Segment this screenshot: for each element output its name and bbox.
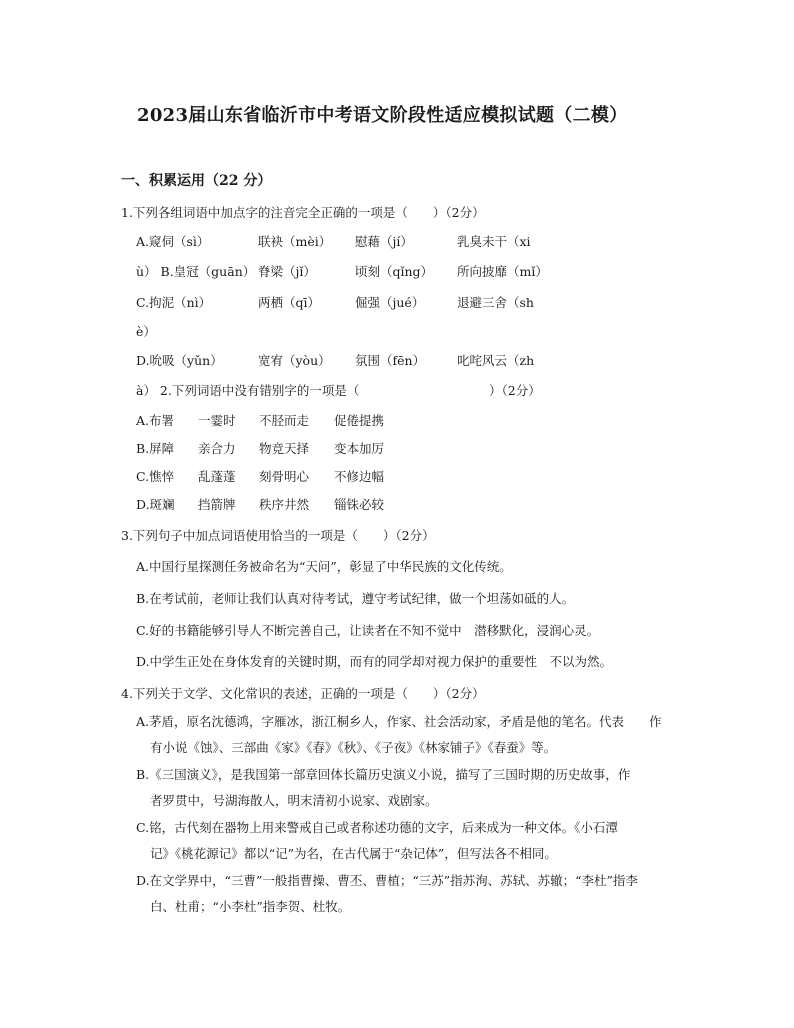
- q2-option-d-3: 秩序井然: [259, 497, 310, 512]
- q1-row2-item2: 脊梁（jǐ）: [258, 264, 316, 279]
- q2-option-d-2: 挡箭牌: [198, 497, 236, 512]
- q2-option-b-1: B.屏障: [136, 441, 175, 456]
- q3-option-c: C.好的书籍能够引导人不断完善自己，让读者在不知不觉中 潜移默化，浸润心灵。: [136, 623, 600, 638]
- q4-option-b-line1: B.《三国演义》，是我国第一部章回体长篇历史演义小说，描写了三国时期的历史故事，作: [136, 767, 631, 782]
- q4-option-a-line1: A.茅盾，原名沈德鸿，字雁冰，浙江桐乡人，作家、社会活动家，矛盾是他的笔名。代表 作: [136, 714, 662, 729]
- q4-option-d-line1: D.在文学界中，“三曹”一般指曹操、曹丕、曹植；“三苏”指苏洵、苏轼、苏辙；“李杜”指李: [136, 873, 638, 888]
- q4-option-b-line2: 者罗贯中，号湖海散人，明末清初小说家、戏剧家。: [150, 793, 438, 808]
- q1-row5-item1: D.吮吸（yǔn）: [136, 353, 223, 368]
- q1-row1-item4: 乳臭未干（xi: [457, 234, 531, 249]
- q2-option-d-1: D.斑斓: [136, 497, 175, 512]
- page-title: 2023届山东省临沂市中考语文阶段性适应模拟试题（二模）: [137, 105, 628, 126]
- question-4-stem: 4.下列关于文学、文化常识的表述，正确的一项是（ ）（2分）: [121, 686, 485, 701]
- q1-row5-item2: 宽宥（yòu）: [258, 353, 331, 368]
- q3-option-a: A.中国行星探测任务被命名为“天问”，彰显了中华民族的文化传统。: [136, 559, 512, 574]
- q1-row3-item2: 两栖（qī）: [258, 295, 320, 310]
- q4-option-a-line2: 有小说《蚀》、三部曲《家》《春》《秋》、《子夜》《林家铺子》《春蚕》等。: [150, 740, 557, 755]
- question-1-stem: 1.下列各组词语中加点字的注音完全正确的一项是（ ）（2分）: [121, 205, 485, 220]
- q2-option-c-1: C.憔悴: [136, 469, 175, 484]
- q1-row2-item3: 顷刻（qǐng）: [355, 264, 434, 279]
- q2-option-a-4: 促倦提携: [334, 413, 385, 428]
- q2-option-b-2: 亲合力: [198, 441, 236, 456]
- q3-option-d: D.中学生正处在身体发育的关键时期，而有的同学却对视力保护的重要性 不以为然。: [136, 654, 613, 669]
- q2-option-a-1: A.布署: [136, 413, 175, 428]
- q2-option-a-3: 不胫而走: [259, 413, 310, 428]
- q1-row2-item4: 所向披靡（mǐ）: [457, 264, 548, 279]
- question-2-stem: à） 2.下列词语中没有错别字的一项是（: [136, 383, 360, 398]
- section-heading: 一、积累运用（22 分）: [121, 173, 272, 189]
- q1-row3-item4: 退避三舍（sh: [457, 295, 534, 310]
- q4-option-c-line1: C.铭，古代刻在器物上用来警戒自己或者称述功德的文字，后来成为一种文体。《小石潭: [136, 820, 618, 835]
- q1-row5-item3: 氛围（fēn）: [355, 353, 426, 368]
- q2-option-b-4: 变本加厉: [334, 441, 385, 456]
- q2-option-d-4: 锱铢必较: [334, 497, 385, 512]
- q1-row2-item1: ù） B.皇冠（guān）: [136, 264, 256, 279]
- q1-row1-item3: 慰藉（jí）: [355, 234, 413, 249]
- q3-option-b: B.在考试前，老师让我们认真对待考试，遵守考试纪律，做一个坦荡如砥的人。: [136, 591, 575, 606]
- q4-option-c-line2: 记》《桃花源记》都以“记”为名，在古代属于“杂记体”，但写法各不相同。: [150, 846, 557, 861]
- q1-row3-item3: 倔强（jué）: [355, 295, 425, 310]
- q2-option-b-3: 物竞天择: [259, 441, 310, 456]
- q2-option-c-4: 不修边幅: [334, 469, 385, 484]
- question-3-stem: 3.下列句子中加点词语使用恰当的一项是（ ）（2分）: [121, 528, 435, 543]
- question-2-stem-tail: ）（2分）: [489, 383, 541, 398]
- q1-row1-item1: A.窥伺（sì）: [136, 234, 210, 249]
- q2-option-c-3: 刻骨明心: [259, 469, 310, 484]
- q1-row4-item1: è）: [136, 324, 156, 339]
- q1-row5-item4: 叱咤风云（zh: [457, 353, 535, 368]
- q1-row3-item1: C.拘泥（nì）: [136, 295, 212, 310]
- q1-row1-item2: 联袂（mèi）: [258, 234, 332, 249]
- q2-option-a-2: 一霎时: [198, 413, 236, 428]
- q4-option-d-line2: 白、杜甫；“小李杜”指李贺、杜牧。: [150, 899, 351, 914]
- q2-option-c-2: 乱蓬蓬: [198, 469, 236, 484]
